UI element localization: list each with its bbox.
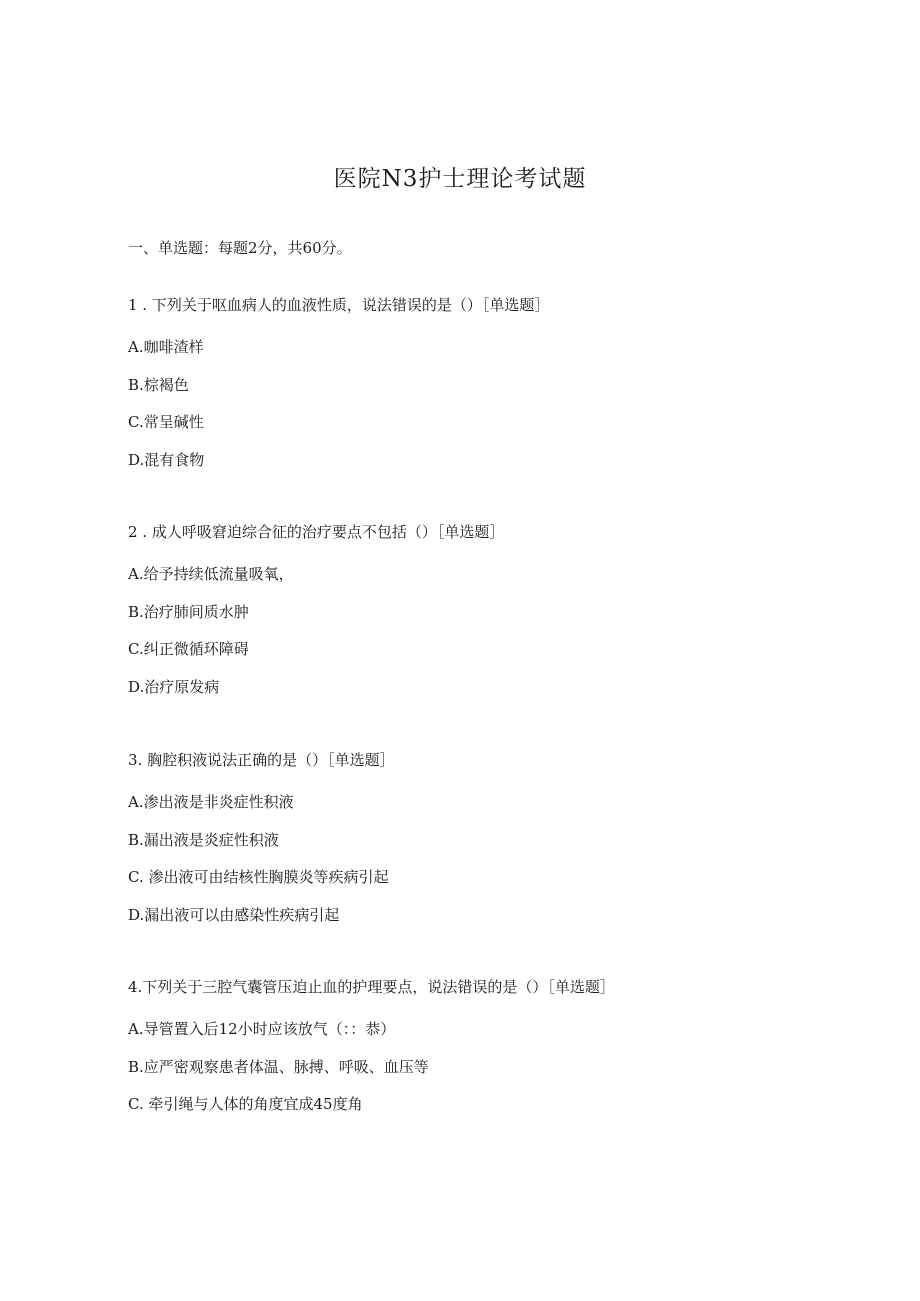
question-4-option-a: A.导管置入后12小时应该放气（：：恭）	[128, 1020, 396, 1038]
question-3-option-a: A.渗出液是非炎症性积液	[128, 793, 294, 811]
question-3-option-d: D.漏出液可以由感染性疾病引起	[128, 905, 340, 924]
question-1-option-a: A.咖啡渣样	[128, 338, 204, 356]
question-3	[128, 748, 808, 927]
question-1-option-d: D.混有食物	[128, 450, 205, 469]
question-2-option-d: D.治疗原发病	[128, 677, 220, 696]
question-3-option-b: B.漏出液是炎症性积液	[128, 830, 279, 849]
question-4-option-b: B.应严密观察患者体温、脉搏、呼吸、血压等	[128, 1057, 429, 1076]
question-2	[128, 520, 808, 699]
exam-title: 医院N3护士理论考试题	[333, 166, 587, 192]
question-3-option-c: C. 渗出液可由结核性胸膜炎等疾病引起	[128, 868, 389, 886]
question-4-stem: 4.下列关于三腔气囊管压迫止血的护理要点，说法错误的是（）［单选题］	[128, 978, 615, 996]
question-3-stem: 3. 胸腔积液说法正确的是（）［单选题］	[128, 751, 395, 769]
question-1-option-b: B.棕褐色	[128, 375, 189, 394]
question-4	[128, 975, 808, 1116]
question-2-stem: 2 . 成人呼吸窘迫综合征的治疗要点不包括（）［单选题］	[128, 523, 505, 541]
question-2-option-c: C.纠正微循环障碍	[128, 640, 249, 658]
question-2-option-b: B.治疗肺间质水肿	[128, 602, 249, 621]
section-heading: 一、单选题：每题2分，共60分。	[128, 239, 352, 257]
question-1-stem: 1 . 下列关于呕血病人的血液性质，说法错误的是（）［单选题］	[128, 296, 550, 314]
question-4-option-c: C. 牵引绳与人体的角度宜成45度角	[128, 1095, 363, 1113]
question-2-option-a: A.给予持续低流量吸氧，	[128, 565, 294, 583]
question-1	[128, 293, 808, 472]
question-1-option-c: C.常呈碱性	[128, 413, 204, 431]
